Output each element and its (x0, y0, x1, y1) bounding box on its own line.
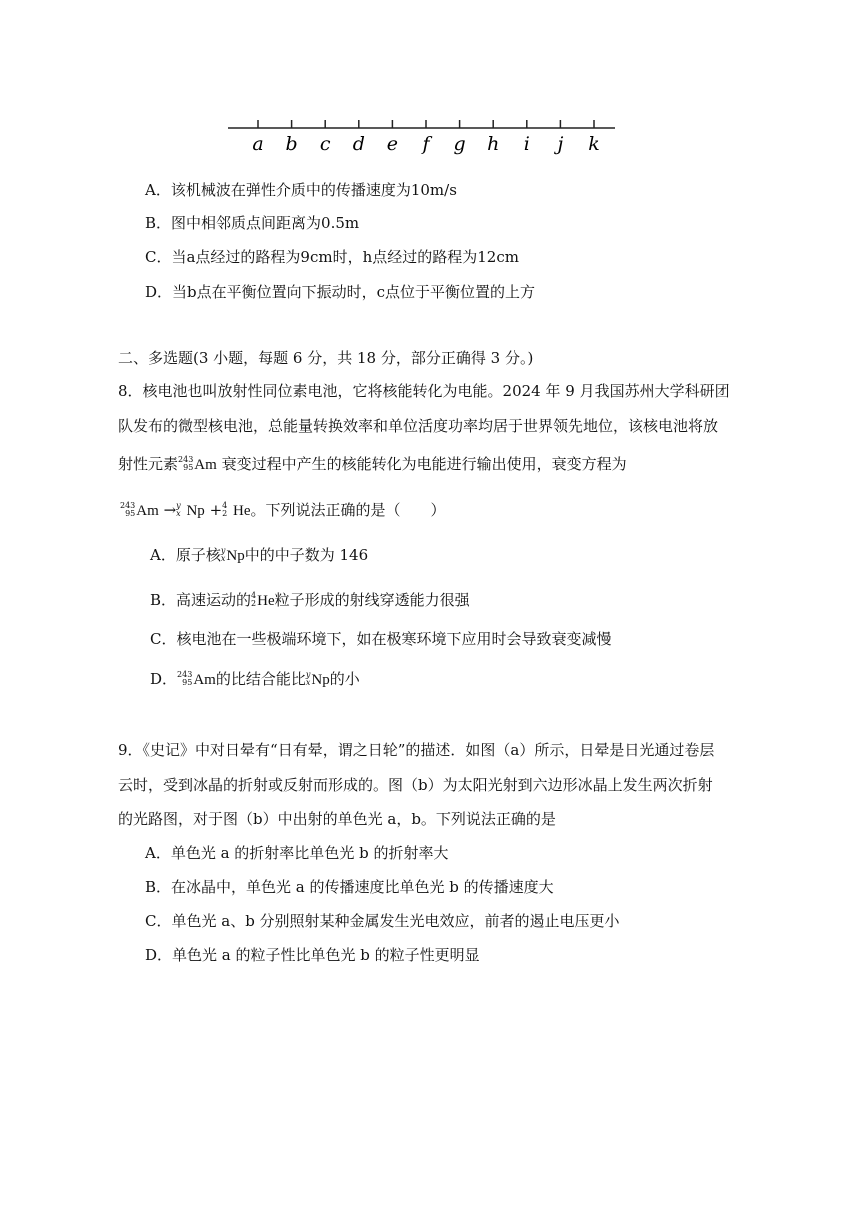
q7-option-c: C．当a点经过的路程为9cm时，h点经过的路程为12cm (145, 248, 519, 266)
axis-label-i: i (523, 133, 530, 155)
q8-stem-line-1: 8．核电池也叫放射性同位素电池，它将核能转化为电能。2024 年 9 月我国苏州大学科研团 (118, 382, 730, 400)
eq-plus: + (209, 501, 223, 519)
q9-stem-line-1: 9．《史记》中对日晕有“日有晕，谓之日轮”的描述．如图（a）所示，日晕是日光通过卷层 (118, 741, 715, 759)
section-heading-multiple-choice: 二、多选题(3 小题，每题 6 分，共 18 分，部分正确得 3 分。) (118, 349, 534, 367)
axis-label-a: a (252, 133, 264, 155)
q8-option-d: D． 243 95 Am的比结合能比 y x Np的小 (150, 670, 360, 688)
axis-label-c: c (319, 133, 331, 155)
axis-label-h: h (487, 133, 500, 155)
axis-label-k: k (588, 133, 600, 155)
particle-axis-figure (225, 112, 620, 160)
q8-option-c: C．核电池在一些极端环境下，如在极寒环境下应用时会导致衰变减慢 (150, 630, 612, 648)
eq-arrow: → (163, 501, 177, 519)
q8-stem-line-3 (118, 454, 627, 475)
q8-line3-post: 衰变过程中产生的核能转化为电能进行输出使用，衰变方程为 (221, 455, 627, 473)
q8-decay-equation (120, 500, 446, 521)
eq-nuclide-he: 4 2 He (222, 501, 251, 519)
q9-option-a: A．单色光 a 的折射率比单色光 b 的折射率大 (145, 844, 449, 862)
axis-label-e: e (386, 133, 399, 155)
q9-option-d: D．单色光 a 的粒子性比单色光 b 的粒子性更明显 (145, 946, 480, 964)
q8-stem-line-2: 队发布的微型核电池，总能量转换效率和单位活度功率均居于世界领先地位，该核电池将放 (118, 417, 719, 435)
q8-option-b: B．高速运动的 4 2 He粒子形成的射线穿透能力很强 (150, 591, 470, 609)
q7-option-a: A．该机械波在弹性介质中的传播速度为10m/s (145, 181, 457, 199)
nuclide-am: 243 95 Am (178, 455, 217, 473)
q9-stem-line-2: 云时，受到冰晶的折射或反射而形成的。图（b）为太阳光射到六边形冰晶上发生两次折射 (118, 776, 713, 794)
opt-d-nuclide-np: y x Np (305, 670, 330, 688)
eq-nuclide-am: 243 95 Am (120, 501, 159, 519)
q8-line4-post: 。下列说法正确的是（ ） (250, 501, 446, 519)
q7-option-b: B．图中相邻质点间距离为0.5m (145, 214, 360, 232)
axis-label-j: j (557, 133, 564, 155)
q8-option-a: A．原子核 y x Np中的中子数为 146 (150, 546, 369, 564)
axis-label-d: d (352, 133, 365, 155)
eq-nuclide-np: y x Np (176, 501, 205, 519)
q9-stem-line-3: 的光路图，对于图（b）中出射的单色光 a，b。下列说法正确的是 (118, 810, 556, 828)
axis-label-g: g (453, 133, 466, 155)
axis-label-f: f (422, 133, 430, 155)
opt-d-nuclide-am: 243 95 Am (177, 670, 216, 688)
axis-label-b: b (285, 133, 298, 155)
q9-option-c: C．单色光 a、b 分别照射某种金属发生光电效应，前者的遏止电压更小 (145, 912, 620, 930)
q7-option-d: D．当b点在平衡位置向下振动时，c点位于平衡位置的上方 (145, 283, 536, 301)
q8-line3-pre: 射性元素 (118, 455, 179, 473)
q9-option-b: B．在冰晶中，单色光 a 的传播速度比单色光 b 的传播速度大 (145, 878, 554, 896)
opt-b-nuclide-he: 4 2 He (251, 591, 275, 609)
opt-a-nuclide-np: y x Np (220, 546, 245, 564)
